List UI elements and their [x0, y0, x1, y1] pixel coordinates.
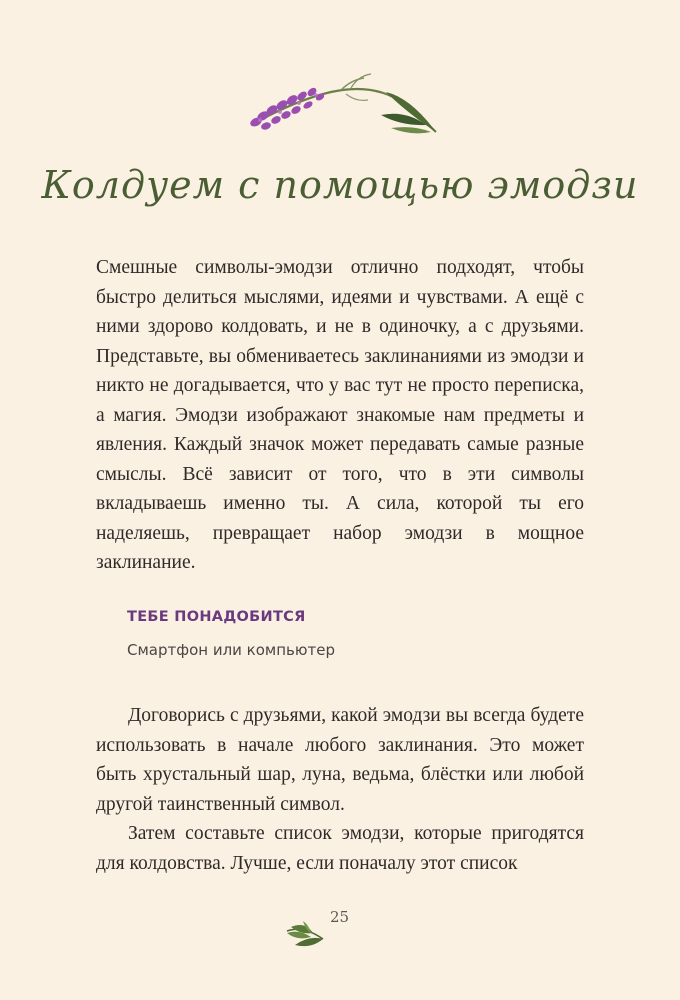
- intro-paragraph: [96, 253, 584, 578]
- intro-text: Смешные символы-эмодзи отлично подходят, чтобы быстро делиться мыслями, идеями и чувствами. А ещё с ними здорово колдовать, и не в одиночку, а с друзьями. Представьте, вы обмениваетесь заклинаниями из эмодзи и никто не догадывается, что у вас тут не просто переписка, а магия. Эмодзи изображают знакомые нам предметы и явления. Каждый значок может передавать самые разные смыслы. Всё зависит от того, что в эти символы вкладываешь именно ты. А сила, которой ты его наделяешь, превращает набор эмодзи в мощное заклинание.: [96, 257, 584, 573]
- lavender-sprig-icon: [236, 70, 441, 145]
- requirements-section: [127, 606, 335, 661]
- page-number: 25: [330, 908, 350, 926]
- leaf-sprig-icon: [283, 917, 329, 951]
- step-paragraph: Затем составьте список эмодзи, которые пригодятся для колдовства. Лучше, если поначалу этот список: [96, 823, 584, 874]
- requirements-item: Смартфон или компьютер: [127, 641, 335, 659]
- steps-section: [96, 701, 584, 878]
- step-paragraph: Договорись с друзьями, какой эмодзи вы всегда будете использовать в начале любого заклинания. Это может быть хрустальный шар, луна, ведьма, блёстки или любой другой таинственный символ.: [96, 705, 584, 815]
- requirements-heading: ТЕБЕ ПОНАДОБИТСЯ: [127, 609, 306, 625]
- page-title: Колдуем с помощью эмодзи: [41, 163, 639, 207]
